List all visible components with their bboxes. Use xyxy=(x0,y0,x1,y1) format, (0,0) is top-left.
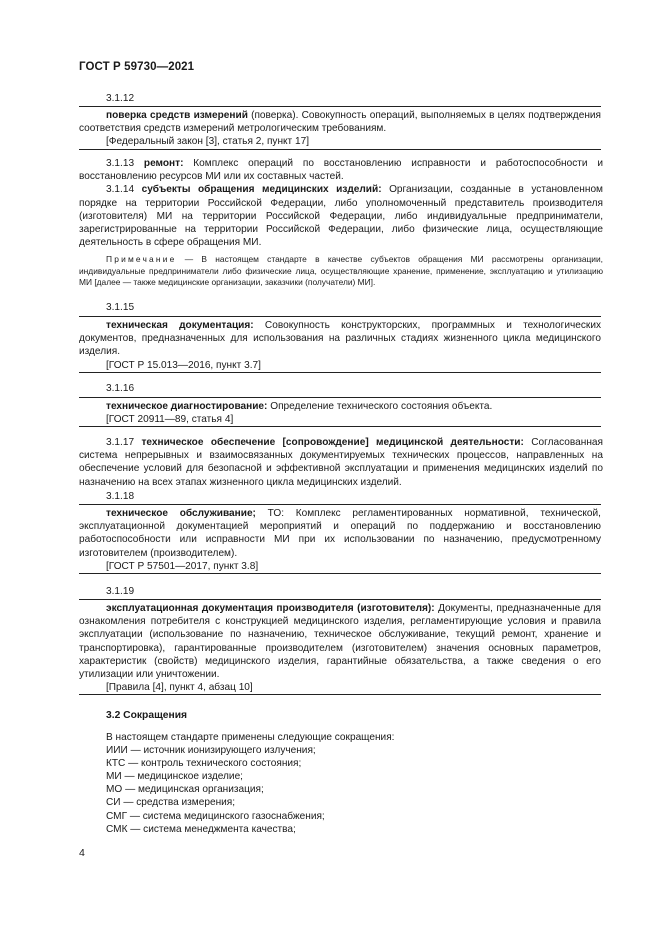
term: ремонт: xyxy=(143,158,184,169)
source-reference: [ГОСТ Р 15.013—2016, пункт 3.7] xyxy=(106,359,261,371)
note-text: — В настоящем стандарте в качестве субъектов обращения МИ рассмотрены организации, индивидуальные предприниматели либо физические лица, осуществляющие хранение, применение, эксплуатацию и утилизацию МИ [далее — также медицинские организации, заказчики (получатели) МИ]. xyxy=(79,254,603,288)
definition-text: Документы, предназначенные для ознакомления потребителя с конструкцией медицинского изделия, регламентирующие условия и правила эксплуатации (использование по назначению, техническое обслуживание, текущий ремонт, хранение и транспортировка), гарантированные производителем (изготовителем) значения основных параметров, характеристик (свойств) медицинского изделия, гарантийные обязательства, а также сведения о его утилизации или уничтожении. xyxy=(79,603,601,681)
definition-text: Организации, созданные в установленном порядке на территории Российской Федерации, либо уполномоченный представитель производителя (изготовителя) МИ на территории Российской Федерации, либо индивидуальные предприниматели, зарегистрированные на территории Российской Федерации, либо физические лица, осуществляющие деятельность в сфере обращения МИ. xyxy=(79,184,603,249)
entry-number: 3.1.17 xyxy=(106,437,135,448)
list-item: ИИИ — источник ионизирующего излучения; xyxy=(106,745,316,757)
entry-number: 3.1.14 xyxy=(106,184,135,196)
source-reference: [ГОСТ Р 57501—2017, пункт 3.8] xyxy=(106,560,259,572)
definition-text: Комплекс операций по восстановлению исправности и работоспособности и восстановлению ресурсов МИ или их составных частей. xyxy=(79,158,603,183)
note-label: Примечание xyxy=(106,254,177,265)
entry-number-3-1-19: 3.1.19 xyxy=(106,586,135,597)
source-reference: [Правила [4], пункт 4, абзац 10] xyxy=(106,682,253,694)
list-item: МО — медицинская организация; xyxy=(106,784,264,796)
entry-number-3-1-18: 3.1.18 xyxy=(106,491,135,502)
definition-text: Согласованная система непрерывных и взаимосвязанных документируемых технических процессов, направленных на обеспечение условий для безопасной и эффективной эксплуатации и применения медицинских изделий по назначению на всех этапах жизненного цикла медицинских изделий. xyxy=(79,437,603,488)
note xyxy=(79,254,603,289)
definition-box-3-1-12 xyxy=(79,106,601,150)
document-header: ГОСТ Р 59730—2021 xyxy=(79,61,195,73)
page-number: 4 xyxy=(79,847,85,859)
entry-number-3-1-15: 3.1.15 xyxy=(106,302,135,313)
entry-number-3-1-16: 3.1.16 xyxy=(106,383,135,394)
list-item: СМК — система менеджмента качества; xyxy=(106,823,296,835)
list-item: МИ — медицинское изделие; xyxy=(106,771,243,783)
definition-box-3-1-19 xyxy=(79,599,601,695)
definition-box-3-1-16 xyxy=(79,397,601,427)
entries-3-1-13-3-1-14 xyxy=(79,157,603,289)
source-reference: [Федеральный закон [3], статья 2, пункт 17] xyxy=(106,136,310,148)
definition-text: ТО: Комплекс регламентированных нормативной, технической, эксплуатационной документацией мероприятий и операций по поддержанию и восстановлению работоспособности или исправности МИ при их использовании по назначению, предусмотренному изготовителем (производителем). xyxy=(79,508,601,559)
section-title: 3.2 Сокращения xyxy=(106,710,188,721)
list-item: КТС — контроль технического состояния; xyxy=(106,758,302,770)
term: техническая документация: xyxy=(106,320,254,331)
term: субъекты обращения медицинских изделий: xyxy=(141,184,382,196)
definition-text: Определение технического состояния объекта. xyxy=(267,401,493,412)
term: техническое обеспечение [сопровождение] медицинской деятельности: xyxy=(141,437,524,448)
section-intro: В настоящем стандарте применены следующие сокращения: xyxy=(106,732,395,743)
abbreviations-list xyxy=(106,731,394,836)
definition-box-3-1-18 xyxy=(79,504,601,574)
term: техническое обслуживание; xyxy=(106,508,256,519)
list-item: СМГ — система медицинского газоснабжения; xyxy=(106,810,325,822)
entry-3-1-17 xyxy=(79,436,603,489)
term: эксплуатационная документация производителя (изготовителя): xyxy=(106,603,435,614)
term: техническое диагностирование: xyxy=(106,401,268,412)
source-reference: [ГОСТ 20911—89, статья 4] xyxy=(106,414,234,426)
entry-number: 3.1.13 xyxy=(106,158,135,169)
definition-box-3-1-15 xyxy=(79,316,601,373)
term: поверка средств измерений xyxy=(106,110,248,121)
definition-text: (поверка). Совокупность операций, выполняемых в целях подтверждения соответствия средств измерений метрологическим требованиям. xyxy=(79,110,601,135)
list-item: СИ — средства измерения; xyxy=(106,797,236,809)
entry-number-3-1-12: 3.1.12 xyxy=(106,93,135,104)
definition-text: Совокупность конструкторских, программных и технологических документов, предназначенных для использования на различных стадиях жизненного цикла медицинского изделия. xyxy=(79,320,602,358)
